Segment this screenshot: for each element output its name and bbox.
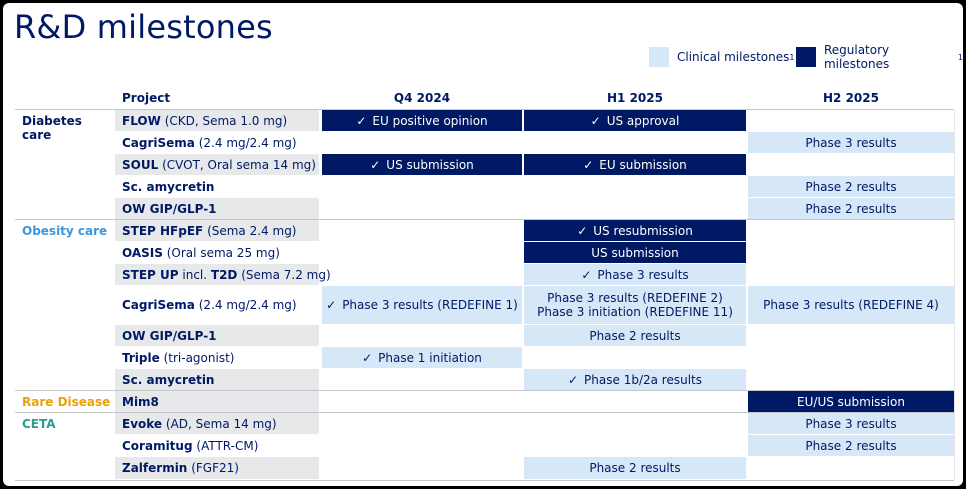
milestone-coramitug-h2-2025: Phase 2 results: [748, 435, 954, 456]
header-q4-2024: Q4 2024: [393, 91, 451, 105]
project-ow-gip-glp1: OW GIP/GLP-1: [115, 198, 319, 219]
category-ceta: CETA: [22, 417, 56, 431]
check-icon: ✓: [326, 298, 337, 312]
check-icon: ✓: [583, 157, 594, 172]
project-flow: FLOW (CKD, Sema 1.0 mg): [115, 110, 319, 131]
project-triple: Triple (tri-agonist): [122, 350, 235, 365]
legend-label-regulatory: Regulatory milestones: [823, 43, 890, 71]
milestone-ow-gip-glp1-obesity-h1-2025: Phase 2 results: [524, 325, 746, 346]
check-icon: ✓: [356, 113, 367, 128]
milestone-soul-h1-2025: ✓ EU submission: [524, 154, 746, 175]
divider: [15, 480, 954, 481]
check-icon: ✓: [567, 372, 579, 387]
milestone-cagrisema-h2-2025: Phase 3 results: [748, 132, 954, 153]
category-diabetes-care: Diabetes care: [22, 114, 82, 142]
project-ow-gip-glp1-obesity: OW GIP/GLP-1: [115, 325, 319, 346]
project-sc-amycretin-obesity: Sc. amycretin: [115, 369, 319, 390]
check-icon: ✓: [370, 157, 381, 172]
check-icon: ✓: [362, 350, 373, 365]
check-icon: ✓: [590, 113, 601, 128]
project-soul: SOUL (CVOT, Oral sema 14 mg): [115, 154, 319, 175]
project-oasis: OASIS (Oral sema 25 mg): [122, 245, 280, 260]
category-rare-disease: Rare Disease: [22, 395, 111, 409]
page-title: R&D milestones: [14, 8, 273, 46]
milestone-flow-q4-2024: ✓ EU positive opinion: [322, 110, 522, 131]
milestone-cagrisema-obesity-q4-2024: ✓ Phase 3 results (REDEFINE 1): [322, 286, 522, 324]
project-sc-amycretin: Sc. amycretin: [122, 179, 215, 194]
legend-footnote-marker: 1: [789, 52, 795, 62]
milestone-soul-q4-2024: ✓ US submission: [322, 154, 522, 175]
header-h1-2025: H1 2025: [607, 91, 663, 105]
milestone-sc-amycretin-h2-2025: Phase 2 results: [748, 176, 954, 197]
project-evoke: Evoke (AD, Sema 14 mg): [115, 413, 319, 434]
milestone-mim8-h2-2025: EU/US submission: [748, 391, 954, 412]
check-icon: ✓: [577, 223, 588, 238]
category-obesity-care: Obesity care: [22, 224, 108, 238]
milestone-ow-gip-glp1-h2-2025: Phase 2 results: [748, 198, 954, 219]
milestone-step-up-h1-2025: ✓ Phase 3 results: [524, 264, 746, 285]
milestone-evoke-h2-2025: Phase 3 results: [748, 413, 954, 434]
slide: [3, 3, 963, 486]
project-step-hfpef: STEP HFpEF (Sema 2.4 mg): [115, 220, 319, 241]
milestone-oasis-h1-2025: US submission: [524, 242, 746, 263]
milestone-sc-amycretin-obesity-h1-2025: ✓ Phase 1b/2a results: [524, 369, 746, 390]
milestone-zalfermin-h1-2025: Phase 2 results: [524, 457, 746, 479]
project-cagrisema: CagriSema (2.4 mg/2.4 mg): [122, 135, 297, 150]
project-cagrisema-obesity: CagriSema (2.4 mg/2.4 mg): [122, 298, 297, 312]
milestones-table: [3, 3, 963, 486]
project-mim8: Mim8: [115, 391, 319, 412]
milestone-triple-q4-2024: ✓ Phase 1 initiation: [322, 347, 522, 368]
milestone-cagrisema-obesity-h1-2025: Phase 3 results (REDEFINE 2) Phase 3 initiation (REDEFINE 11): [524, 286, 746, 324]
check-icon: ✓: [581, 267, 592, 282]
legend-label-clinical: Clinical milestones: [677, 50, 790, 64]
project-step-up: STEP UP incl. T2D (Sema 7.2 mg): [115, 264, 319, 285]
project-coramitug: Coramitug (ATTR-CM): [122, 438, 259, 453]
column-border: [954, 110, 955, 480]
header-project: Project: [122, 91, 171, 105]
legend-footnote-marker: 1: [957, 52, 963, 62]
project-zalfermin: Zalfermin (FGF21): [115, 457, 319, 479]
milestone-step-hfpef-h1-2025: ✓ US resubmission: [524, 220, 746, 241]
milestone-cagrisema-obesity-h2-2025: Phase 3 results (REDEFINE 4): [748, 286, 954, 324]
header-h2-2025: H2 2025: [823, 91, 879, 105]
milestone-flow-h1-2025: ✓ US approval: [524, 110, 746, 131]
